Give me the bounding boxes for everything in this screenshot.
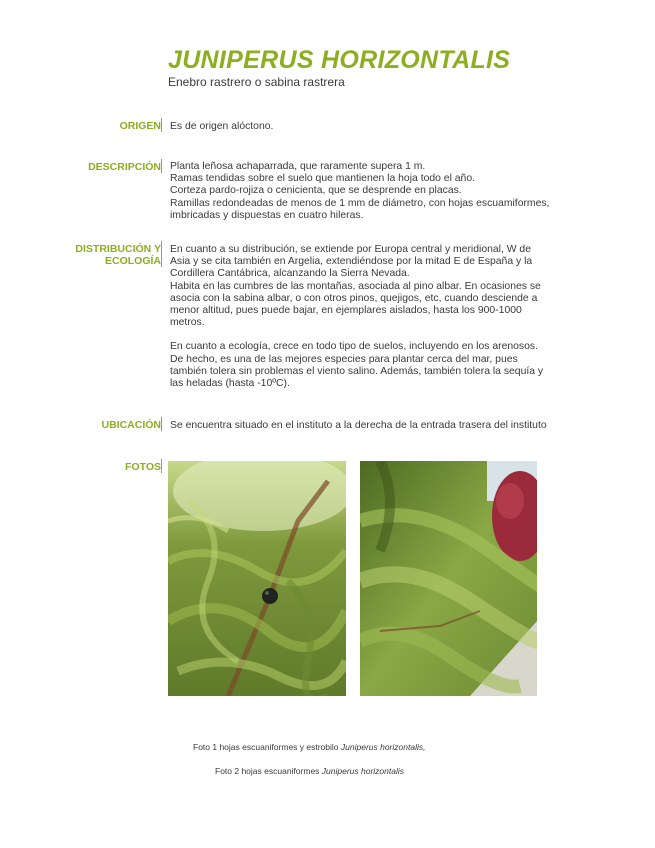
descripcion-label: DESCRIPCIÓN [88,161,161,173]
photo-1-juniper-closeup [168,461,346,696]
fotos-label: FOTOS [125,461,161,473]
ubicacion-divider [161,417,162,431]
origen-divider [161,118,162,132]
distribucion-text: En cuanto a su distribución, se extiende por Europa central y meridional, W de Asia y se cita también en Argelia, extendiéndose por la mitad E de España y la Cordillera Cantábrica, alcanzando la Sierra Nevada. Habita en las cumbres de las montañas, asociada al pino albar. En ocasiones se asocia con la sabina albar, o con otros pinos, quejigos, etc, cuando desciende a menor altitud, pues puede bajar, en ejemplares aislados, hasta los 900-1000 metros. En cuanto a ecología, crece en todo tipo de suelos, incluyendo en los arenosos. De hecho, es una de las mejores especies para plantar cerca del mar, pues también tolera sin problemas el viento salino. Además, también tolera la sequía y las heladas (hasta -10ºC). [170,244,544,390]
descripcion-text: Planta leñosa achaparrada, que raramente supera 1 m. Ramas tendidas sobre el suelo que mantienen la hoja todo el año. Corteza pardo-rojiza o cenicienta, que se desprende en placas. Ramillas redondeadas de menos de 1 mm de diámetro, con hojas escuamiformes, imbricadas y dispuestas en cuatro hileras. [170,161,550,221]
juniper-cone [262,588,278,604]
distribucion-label: DISTRIBUCIÓN Y ECOLOGÍA [75,243,161,267]
page-title: JUNIPERUS HORIZONTALIS [168,46,511,74]
fotos-divider [161,459,162,473]
descripcion-divider [161,159,162,173]
ubicacion-label: UBICACIÓN [101,419,161,431]
distribucion-divider [161,241,162,267]
page-subtitle: Enebro rastrero o sabina rastrera [168,75,345,89]
photo-1-caption: Foto 1 hojas escuaniformes y estrobilo Juniperus horizontalis, [193,742,426,752]
origen-label: ORIGEN [119,120,161,132]
photo-2-caption: Foto 2 hojas escuaniformes Juniperus horizontalis [215,766,404,776]
origen-text: Es de origen alóctono. [170,121,274,132]
ubicacion-text: Se encuentra situado en el instituto a la derecha de la entrada trasera del instituto [170,420,547,431]
photo-2-juniper-shrub [360,461,537,696]
